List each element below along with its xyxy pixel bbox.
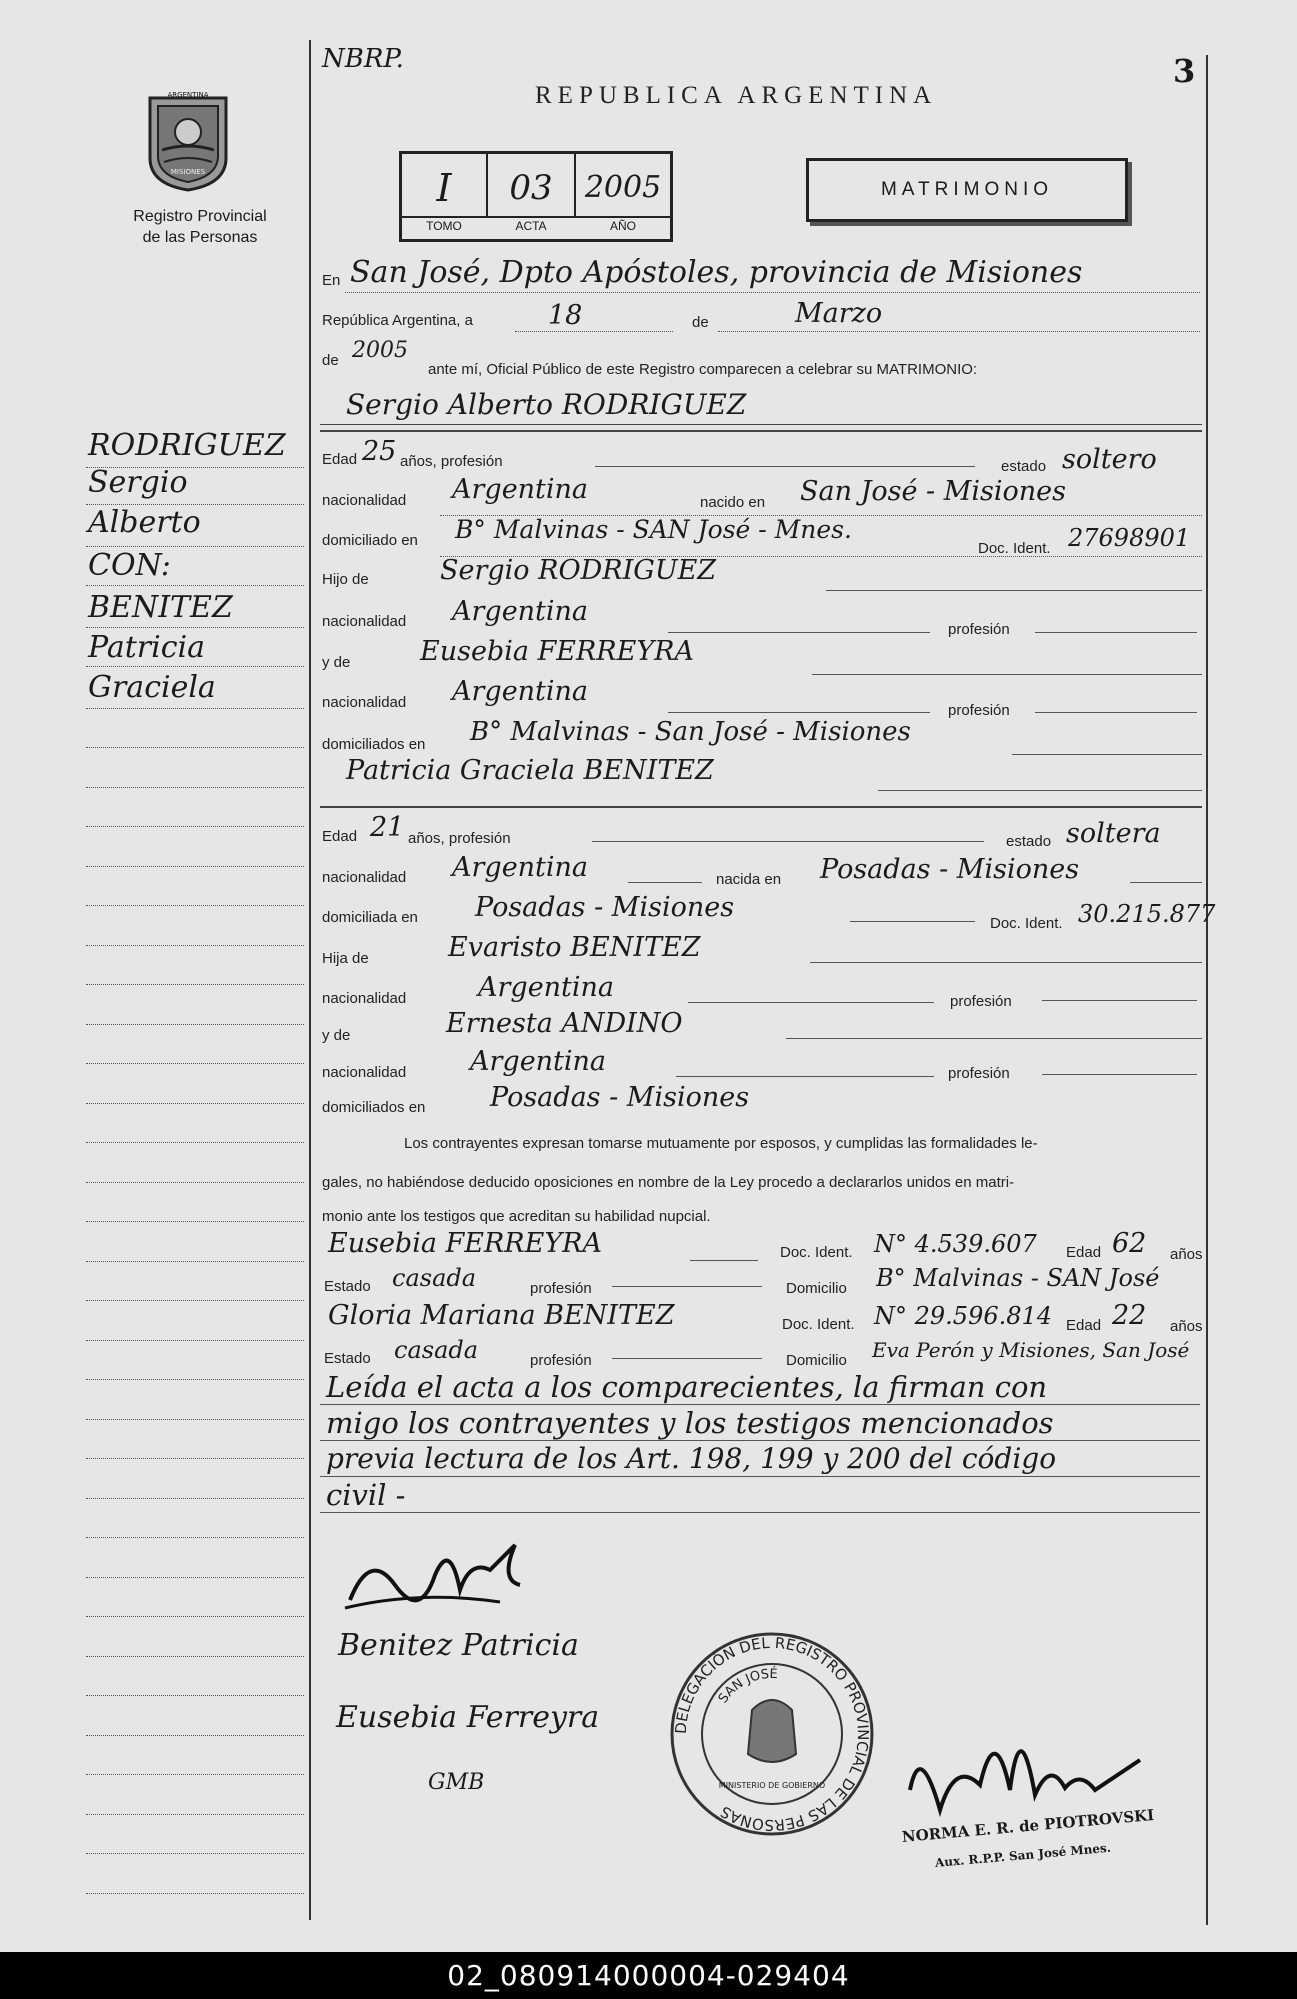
- seal-bottom-text: MISIONES: [170, 168, 206, 176]
- bride-domicilio-label: domiciliada en: [322, 909, 418, 926]
- margin-line-5: BENITEZ: [88, 590, 233, 625]
- declaration-line-1: Los contrayentes expresan tomarse mutuamente por esposos, y cumplidas las formalidades le-: [404, 1135, 1038, 1152]
- stamp-ring-text: DELEGACIÓN DEL REGISTRO PROVINCIAL DE LAS PERSONAS: [671, 1633, 873, 1835]
- document-type-box: [806, 158, 1128, 222]
- ceremony-month: Marzo: [795, 298, 883, 329]
- groom-name: Sergio Alberto RODRIGUEZ: [346, 388, 747, 421]
- tomo-value: I: [436, 166, 452, 210]
- tomo-label: TOMO: [426, 219, 462, 233]
- groom-father-prof-label: profesión: [948, 621, 1010, 638]
- declaration-line-2: gales, no habiéndose deducido oposiciones en nombre de la Ley procedo a declararlos unidos en matri-: [322, 1174, 1015, 1191]
- margin-line-4: CON:: [88, 548, 171, 583]
- witness1-doc: N° 4.539.607: [874, 1230, 1037, 1258]
- record-number-box: [399, 151, 673, 242]
- seal-top-text: ARGENTINA: [167, 91, 209, 99]
- signature-2: Benitez Patricia: [338, 1628, 579, 1663]
- bride-father-prof-label: profesión: [950, 993, 1012, 1010]
- witness2-anos-label: años: [1170, 1318, 1203, 1335]
- margin-line-6: Patricia: [88, 630, 205, 665]
- witness1-estado: casada: [392, 1264, 477, 1292]
- de-year-label: de: [322, 352, 339, 369]
- officer-title: Aux. R.P.P. San José Mnes.: [934, 1840, 1112, 1870]
- groom-age: 25: [362, 436, 397, 467]
- republica-label: República Argentina, a: [322, 312, 473, 329]
- bride-estado: soltera: [1066, 818, 1161, 849]
- country-title: REPUBLICA ARGENTINA: [535, 82, 938, 109]
- signature-4: GMB: [428, 1770, 485, 1795]
- bride-parents-dom-label: domiciliados en: [322, 1099, 426, 1116]
- bride-domicilio: Posadas - Misiones: [475, 892, 735, 923]
- groom-domicilio: B° Malvinas - SAN José - Mnes.: [455, 515, 852, 544]
- en-label: En: [322, 272, 341, 289]
- ceremony-day: 18: [548, 300, 583, 331]
- margin-line-3: Alberto: [88, 505, 201, 540]
- witness1-anos-label: años: [1170, 1246, 1203, 1263]
- witness1-domicilio-label: Domicilio: [786, 1280, 847, 1297]
- witness1-domicilio: B° Malvinas - SAN José: [876, 1264, 1160, 1292]
- groom-doc: 27698901: [1068, 524, 1191, 552]
- ano-value: 2005: [584, 170, 662, 205]
- closing-line-3: previa lectura de los Art. 198, 199 y 200 del código: [326, 1442, 1057, 1475]
- groom-mother-nac: Argentina: [452, 676, 589, 707]
- bride-edad-label: Edad: [322, 828, 358, 845]
- officer-name: NORMA E. R. de PIOTROVSKI: [901, 1805, 1155, 1846]
- bride-nacionalidad: Argentina: [452, 852, 589, 883]
- right-margin-rule: [1206, 55, 1208, 1925]
- bride-estado-label: estado: [1006, 833, 1052, 850]
- groom-parents-dom: B° Malvinas - San José - Misiones: [470, 717, 911, 747]
- groom-mother: Eusebia FERREYRA: [420, 636, 694, 667]
- registry-name-line1: Registro Provincial: [133, 208, 267, 225]
- groom-profesion-label: años, profesión: [400, 453, 503, 470]
- bride-mother-prof-label: profesión: [948, 1065, 1010, 1082]
- signature-3: Eusebia Ferreyra: [336, 1700, 600, 1735]
- groom-nacionalidad-label: nacionalidad: [322, 492, 407, 509]
- witness2-profesion-label: profesión: [530, 1352, 592, 1369]
- groom-mother-prof-label: profesión: [948, 702, 1010, 719]
- bride-doc: 30.215.877: [1078, 900, 1216, 928]
- margin-line-2: Sergio: [88, 465, 188, 500]
- acta-label: ACTA: [515, 219, 547, 233]
- groom-nacido: San José - Misiones: [800, 476, 1067, 507]
- groom-father: Sergio RODRIGUEZ: [440, 555, 717, 586]
- groom-doc-label: Doc. Ident.: [978, 540, 1051, 557]
- bride-nacida-label: nacida en: [716, 871, 782, 888]
- witness2-estado-label: Estado: [324, 1350, 371, 1367]
- acta-value: 03: [509, 168, 553, 208]
- ceremony-year: 2005: [352, 338, 408, 363]
- witness1-estado-label: Estado: [324, 1278, 371, 1295]
- bride-yde-label: y de: [322, 1027, 351, 1044]
- ano-label: AÑO: [609, 219, 636, 233]
- bride-father-nac: Argentina: [478, 972, 615, 1003]
- closing-line-2: migo los contrayentes y los testigos mencionados: [326, 1406, 1054, 1440]
- witness2-name: Gloria Mariana BENITEZ: [328, 1300, 675, 1331]
- witness2-domicilio-label: Domicilio: [786, 1352, 847, 1369]
- closing-line-1: Leída el acta a los comparecientes, la firman con: [326, 1370, 1048, 1404]
- bride-mother-nac: Argentina: [470, 1046, 607, 1077]
- stamp-inner-text: MINISTERIO DE GOBIERNO: [718, 1781, 826, 1790]
- groom-parents-dom-label: domiciliados en: [322, 736, 426, 753]
- margin-line-1: RODRIGUEZ: [88, 428, 286, 463]
- witness1-doc-label: Doc. Ident.: [780, 1244, 853, 1261]
- witness2-age: 22: [1112, 1300, 1147, 1331]
- page-number: 3: [1173, 52, 1196, 90]
- witness2-doc-label: Doc. Ident.: [782, 1316, 855, 1333]
- bride-doc-label: Doc. Ident.: [990, 915, 1063, 932]
- bride-father-nac-label: nacionalidad: [322, 990, 407, 1007]
- footer-code: 02_080914000004-029404: [0, 1952, 1297, 1999]
- groom-domicilio-label: domiciliado en: [322, 532, 418, 549]
- signature-1-scribble: [340, 1530, 530, 1620]
- witness1-name: Eusebia FERREYRA: [328, 1228, 602, 1259]
- groom-estado-label: estado: [1001, 458, 1047, 475]
- ceremony-place: San José, Dpto Apóstoles, provincia de Misiones: [350, 255, 1083, 290]
- witness2-domicilio: Eva Perón y Misiones, San José: [872, 1338, 1190, 1362]
- ante-text: ante mí, Oficial Público de este Registro comparecen a celebrar su MATRIMONIO:: [428, 361, 978, 378]
- margin-line-7: Graciela: [88, 670, 216, 705]
- groom-edad-label: Edad: [322, 451, 358, 468]
- groom-hijo-label: Hijo de: [322, 571, 369, 588]
- bride-father: Evaristo BENITEZ: [448, 932, 701, 963]
- left-margin-rule: [309, 40, 311, 1920]
- bride-age: 21: [370, 812, 405, 843]
- witness2-estado: casada: [394, 1336, 479, 1364]
- bride-nacionalidad-label: nacionalidad: [322, 869, 407, 886]
- witness1-edad-label: Edad: [1066, 1244, 1102, 1261]
- stamp-place-text: SAN JOSÉ: [715, 1666, 778, 1707]
- bride-parents-dom: Posadas - Misiones: [490, 1082, 750, 1113]
- witness2-doc: N° 29.596.814: [874, 1302, 1053, 1330]
- registry-name-line2: de las Personas: [142, 229, 258, 246]
- provincial-seal-icon: [140, 88, 236, 192]
- groom-estado: soltero: [1062, 444, 1157, 475]
- document-type: MATRIMONIO: [880, 179, 1054, 200]
- registry-stamp-icon: [668, 1630, 876, 1838]
- groom-nacionalidad: Argentina: [452, 474, 589, 505]
- groom-father-nac: Argentina: [452, 596, 589, 627]
- closing-line-4: civil -: [326, 1478, 406, 1512]
- corner-note: NBRP.: [322, 44, 404, 74]
- bride-nacida: Posadas - Misiones: [820, 854, 1080, 885]
- groom-father-nac-label: nacionalidad: [322, 613, 407, 630]
- groom-nacido-label: nacido en: [700, 494, 766, 511]
- bride-mother-nac-label: nacionalidad: [322, 1064, 407, 1081]
- groom-mother-nac-label: nacionalidad: [322, 694, 407, 711]
- witness2-edad-label: Edad: [1066, 1317, 1102, 1334]
- groom-yde-label: y de: [322, 654, 351, 671]
- bride-name: Patricia Graciela BENITEZ: [346, 755, 714, 786]
- witness1-profesion-label: profesión: [530, 1280, 592, 1297]
- de-label: de: [692, 314, 709, 331]
- bride-profesion-label: años, profesión: [408, 830, 511, 847]
- bride-hija-label: Hija de: [322, 950, 369, 967]
- declaration-line-3: monio ante los testigos que acreditan su habilidad nupcial.: [322, 1208, 711, 1225]
- bride-mother: Ernesta ANDINO: [446, 1008, 683, 1039]
- witness1-age: 62: [1112, 1228, 1147, 1259]
